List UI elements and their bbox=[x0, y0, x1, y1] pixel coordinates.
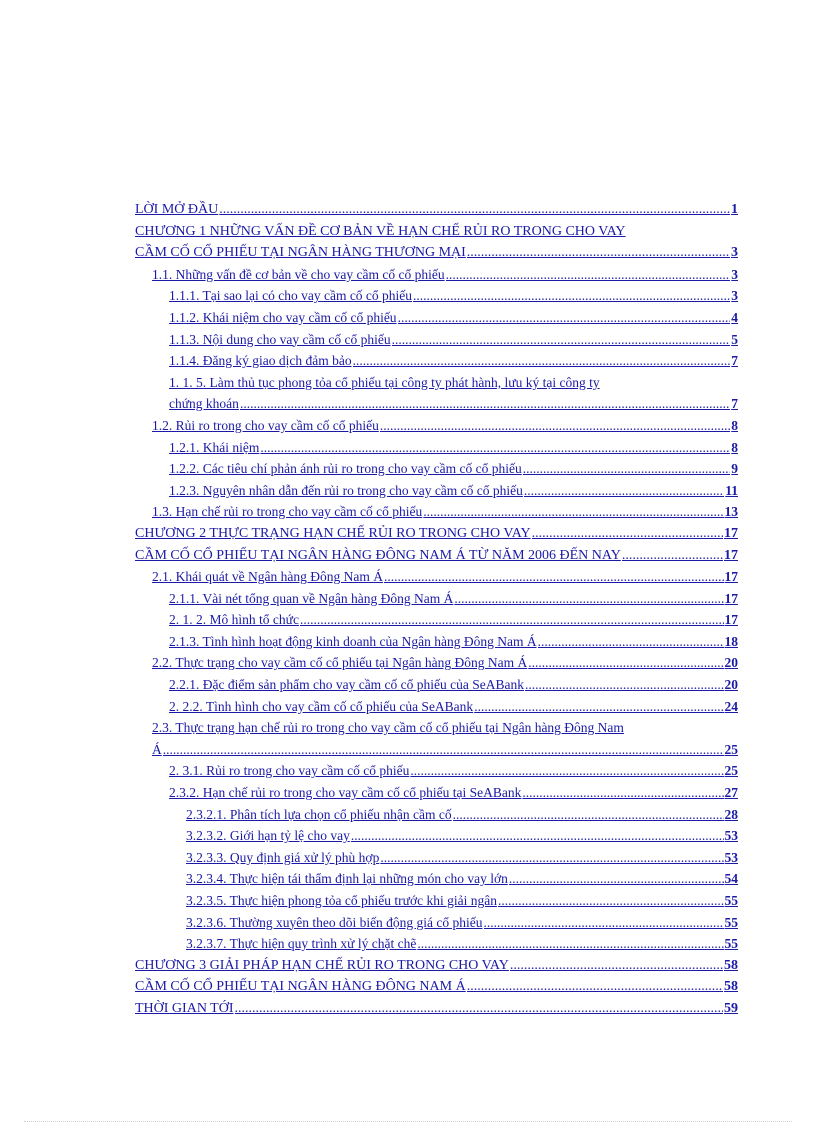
toc-entry-row bbox=[169, 307, 738, 329]
toc-leader-dots bbox=[453, 804, 724, 826]
toc-page-number: 28 bbox=[724, 806, 738, 822]
toc-entry[interactable] bbox=[135, 868, 738, 890]
toc-leader-dots bbox=[398, 307, 731, 329]
toc-entry-title: 2.1.1. Vài nét tổng quan về Ngân hàng Đông Nam Á bbox=[169, 590, 454, 606]
toc-entry-title: 1.2.3. Nguyên nhân dẫn đến rủi ro trong cho vay cầm cố cổ phiếu bbox=[169, 482, 523, 498]
toc-entry[interactable] bbox=[135, 847, 738, 869]
toc-leader-dots bbox=[528, 652, 723, 674]
toc-entry-title: 2. 2.2. Tình hình cho vay cầm cố cổ phiếu của SeABank bbox=[169, 698, 474, 714]
toc-entry-row bbox=[169, 782, 738, 804]
toc-leader-dots bbox=[454, 588, 723, 610]
toc-entry[interactable] bbox=[135, 652, 738, 674]
toc-page-number: 13 bbox=[724, 504, 738, 520]
toc-page-number: 17 bbox=[724, 612, 738, 628]
toc-page-number: 8 bbox=[731, 417, 738, 433]
page-bottom-rule bbox=[24, 1121, 792, 1122]
toc-entry[interactable] bbox=[135, 545, 738, 567]
toc-entry-title: 1. 1. 5. Làm thủ tục phong tỏa cổ phiếu tại công ty phát hành, lưu ký tại công ty bbox=[169, 374, 600, 390]
toc-entry-row bbox=[169, 437, 738, 459]
toc-entry[interactable] bbox=[135, 976, 738, 998]
toc-leader-dots bbox=[446, 264, 731, 286]
toc-entry-row bbox=[169, 480, 738, 502]
toc-entry-title: CẦM CỐ CỔ PHIẾU TẠI NGÂN HÀNG ĐÔNG NAM Á TỪ NĂM 2006 ĐẾN NAY bbox=[135, 547, 621, 563]
toc-entry-row bbox=[169, 674, 738, 696]
toc-entry-title: 3.2.3.6. Thường xuyên theo dõi biến động giá cổ phiếu bbox=[186, 914, 483, 930]
toc-entry-row bbox=[152, 264, 738, 286]
toc-leader-dots bbox=[413, 285, 730, 307]
toc-leader-dots bbox=[484, 912, 724, 934]
toc-page-number: 53 bbox=[724, 849, 738, 865]
toc-entry-row bbox=[186, 868, 738, 890]
toc-entry[interactable] bbox=[135, 955, 738, 977]
toc-page-number: 17 bbox=[724, 525, 738, 541]
toc-entry[interactable] bbox=[135, 329, 738, 351]
toc-leader-dots bbox=[523, 458, 730, 480]
toc-page-number: 17 bbox=[724, 547, 738, 563]
toc-entry-row bbox=[186, 825, 738, 847]
toc-page-number: 27 bbox=[724, 785, 738, 801]
toc-entry[interactable] bbox=[135, 696, 738, 718]
toc-entry-title: 1.1. Những vấn đề cơ bản về cho vay cầm cố cổ phiếu bbox=[152, 266, 445, 282]
toc-leader-dots bbox=[235, 998, 724, 1020]
toc-leader-dots bbox=[423, 501, 723, 523]
toc-leader-dots bbox=[622, 545, 723, 567]
toc-entry-row bbox=[186, 847, 738, 869]
toc-entry[interactable] bbox=[135, 566, 738, 588]
toc-leader-dots bbox=[300, 609, 724, 631]
toc-leader-dots bbox=[260, 437, 730, 459]
toc-entry-row bbox=[169, 329, 738, 351]
toc-page-number: 24 bbox=[724, 698, 738, 714]
toc-entry-title: 1.1.3. Nội dung cho vay cầm cố cổ phiếu bbox=[169, 331, 391, 347]
toc-entry-title: 2.1.3. Tình hình hoạt động kinh doanh của Ngân hàng Đông Nam Á bbox=[169, 633, 537, 649]
toc-entry-title-continuation: chứng khoán bbox=[169, 396, 239, 412]
toc-entry[interactable] bbox=[135, 609, 738, 631]
toc-entry-title: 2.3. Thực trạng hạn chế rủi ro trong cho vay cầm cố cổ phiếu tại Ngân hàng Đông Nam bbox=[152, 720, 624, 736]
toc-entry[interactable] bbox=[135, 437, 738, 459]
toc-entry[interactable] bbox=[135, 221, 738, 264]
toc-leader-dots bbox=[524, 480, 724, 502]
toc-entry-title: 2.3.2. Hạn chế rủi ro trong cho vay cầm cố cổ phiếu tại SeABank bbox=[169, 785, 522, 801]
toc-page-number: 55 bbox=[724, 893, 738, 908]
toc-page-number: 1 bbox=[731, 202, 738, 217]
toc-entry-title: 1.2. Rủi ro trong cho vay cầm cố cổ phiếu bbox=[152, 417, 379, 433]
toc-entry[interactable] bbox=[135, 782, 738, 804]
toc-entry[interactable] bbox=[135, 307, 738, 329]
toc-entry[interactable] bbox=[135, 717, 738, 760]
toc-leader-dots bbox=[384, 566, 724, 588]
toc-entry-row bbox=[186, 933, 738, 955]
toc-leader-dots bbox=[240, 393, 730, 415]
toc-entry[interactable] bbox=[135, 674, 738, 696]
toc-entry-row bbox=[135, 955, 738, 977]
toc-entry-title: 3.2.3.5. Thực hiện phong tỏa cổ phiếu trước khi giải ngân bbox=[186, 893, 497, 908]
toc-leader-dots bbox=[417, 933, 723, 955]
toc-page-number: 20 bbox=[724, 655, 738, 671]
toc-entry[interactable] bbox=[135, 760, 738, 782]
toc-entry-row bbox=[135, 545, 738, 567]
toc-page-number: 9 bbox=[731, 461, 738, 477]
toc-leader-dots bbox=[498, 890, 724, 912]
toc-entry-title: 2.2.1. Đặc điểm sản phẩm cho vay cầm cố cổ phiếu của SeABank bbox=[169, 677, 525, 693]
toc-entry[interactable] bbox=[135, 631, 738, 653]
toc-page-number: 53 bbox=[724, 828, 738, 844]
toc-entry-row bbox=[169, 285, 738, 307]
toc-entry[interactable] bbox=[135, 350, 738, 372]
toc-entry[interactable] bbox=[135, 804, 738, 826]
toc-entry-title: 3.2.3.7. Thực hiện quy trình xử lý chặt chẽ bbox=[186, 936, 417, 952]
toc-leader-dots bbox=[380, 847, 723, 869]
toc-entry[interactable] bbox=[135, 372, 738, 415]
toc-leader-dots bbox=[353, 350, 731, 372]
toc-leader-dots bbox=[351, 825, 724, 847]
toc-entry-row bbox=[186, 912, 738, 934]
toc-entry[interactable] bbox=[135, 415, 738, 437]
toc-entry-row bbox=[152, 566, 738, 588]
toc-entry-row bbox=[135, 998, 738, 1020]
toc-page-number: 17 bbox=[724, 590, 738, 606]
toc-page-number: 7 bbox=[731, 353, 738, 369]
toc-entry-row bbox=[169, 588, 738, 610]
toc-leader-dots bbox=[538, 631, 724, 653]
toc-entry-title: 1.2.2. Các tiêu chí phản ánh rủi ro trong cho vay cầm cố cổ phiếu bbox=[169, 461, 522, 477]
toc-entry-row bbox=[169, 631, 738, 653]
toc-entry-row bbox=[169, 350, 738, 372]
toc-page-number: 3 bbox=[731, 266, 738, 282]
toc-entry-title: 1.1.4. Đăng ký giao dịch đảm bảo bbox=[169, 353, 352, 369]
toc-entry-row bbox=[169, 458, 738, 480]
toc-entry-title: 3.2.3.3. Quy định giá xử lý phù hợp bbox=[186, 849, 380, 865]
toc-entry-row bbox=[152, 415, 738, 437]
toc-leader-dots bbox=[532, 523, 723, 545]
toc-entry[interactable] bbox=[135, 264, 738, 286]
toc-entry-title: 1.1.2. Khái niệm cho vay cầm cố cổ phiếu bbox=[169, 309, 397, 325]
toc-entry-title: 3.2.3.2. Giới hạn tỷ lệ cho vay bbox=[186, 828, 350, 844]
toc-page-number: 55 bbox=[724, 936, 738, 952]
toc-entry[interactable] bbox=[135, 912, 738, 934]
toc-page-number: 18 bbox=[724, 633, 738, 649]
toc-page-number: 20 bbox=[724, 677, 738, 693]
toc-entry-title: LỜI MỞ ĐẦU bbox=[135, 202, 219, 217]
toc-entry-title-continuation: Á bbox=[152, 741, 162, 757]
toc-page-number: 5 bbox=[731, 331, 738, 347]
toc-entry-title: 1.1.1. Tại sao lại có cho vay cầm cố cổ phiếu bbox=[169, 288, 413, 304]
toc-page-number: 58 bbox=[724, 957, 738, 973]
toc-entry-row bbox=[135, 242, 738, 264]
toc-entry-title: 2. 1. 2. Mô hình tổ chức bbox=[169, 612, 299, 628]
table-of-contents bbox=[135, 199, 738, 1020]
toc-entry-row bbox=[152, 652, 738, 674]
toc-leader-dots bbox=[163, 739, 724, 761]
toc-entry-row bbox=[135, 523, 738, 545]
toc-page-number: 11 bbox=[725, 482, 738, 498]
toc-entry[interactable] bbox=[135, 998, 738, 1020]
toc-entry-row bbox=[169, 393, 738, 415]
toc-leader-dots bbox=[522, 782, 723, 804]
toc-entry[interactable] bbox=[135, 588, 738, 610]
toc-entry-title: 2.3.2.1. Phân tích lựa chọn cổ phiếu nhận cầm cố bbox=[186, 806, 452, 822]
toc-entry-title: CHƯƠNG 1 NHỮNG VẤN ĐỀ CƠ BẢN VỀ HẠN CHẾ RỦI RO TRONG CHO VAY bbox=[135, 223, 626, 239]
toc-entry-title-continuation: CẦM CỐ CỔ PHIẾU TẠI NGÂN HÀNG THƯƠNG MẠI bbox=[135, 245, 466, 261]
toc-entry[interactable] bbox=[135, 285, 738, 307]
toc-entry[interactable] bbox=[135, 501, 738, 523]
toc-entry-title: 2.2. Thực trạng cho vay cầm cố cổ phiếu tại Ngân hàng Đông Nam Á bbox=[152, 655, 528, 671]
toc-entry[interactable] bbox=[135, 480, 738, 502]
toc-entry-title: THỜI GIAN TỚI bbox=[135, 1000, 234, 1016]
toc-entry[interactable] bbox=[135, 199, 738, 221]
toc-entry[interactable] bbox=[135, 458, 738, 480]
toc-page-number: 7 bbox=[731, 396, 738, 412]
toc-page-number: 55 bbox=[724, 914, 738, 930]
toc-entry-title: 2.1. Khái quát về Ngân hàng Đông Nam Á bbox=[152, 569, 383, 585]
toc-leader-dots bbox=[474, 696, 723, 718]
toc-entry-row bbox=[135, 199, 738, 221]
toc-entry-row bbox=[169, 696, 738, 718]
toc-page-number: 3 bbox=[731, 245, 738, 261]
toc-leader-dots bbox=[525, 674, 723, 696]
toc-leader-dots bbox=[509, 868, 724, 890]
toc-entry-title: 3.2.3.4. Thực hiện tái thẩm định lại những món cho vay lớn bbox=[186, 871, 508, 887]
toc-leader-dots bbox=[219, 199, 730, 221]
toc-entry-title: CHƯƠNG 3 GIẢI PHÁP HẠN CHẾ RỦI RO TRONG CHO VAY bbox=[135, 957, 509, 973]
toc-entry[interactable] bbox=[135, 933, 738, 955]
toc-leader-dots bbox=[510, 955, 723, 977]
toc-entry[interactable] bbox=[135, 523, 738, 545]
toc-entry-row bbox=[169, 760, 738, 782]
toc-leader-dots bbox=[467, 976, 723, 998]
toc-page-number: 25 bbox=[724, 763, 738, 779]
toc-page-number: 54 bbox=[724, 871, 738, 887]
toc-entry-row bbox=[152, 501, 738, 523]
toc-page-number: 4 bbox=[731, 309, 738, 325]
toc-entry-title: 2. 3.1. Rủi ro trong cho vay cầm cố cổ phiếu bbox=[169, 763, 410, 779]
toc-leader-dots bbox=[410, 760, 723, 782]
toc-entry-row bbox=[186, 804, 738, 826]
toc-page-number: 17 bbox=[724, 569, 738, 585]
toc-entry-row bbox=[152, 739, 738, 761]
toc-entry-row bbox=[135, 976, 738, 998]
toc-page-number: 3 bbox=[731, 288, 738, 304]
toc-entry[interactable] bbox=[135, 825, 738, 847]
toc-entry-row bbox=[186, 890, 738, 912]
toc-leader-dots bbox=[392, 329, 731, 351]
toc-page-number: 58 bbox=[724, 979, 738, 995]
toc-entry-title: CẦM CỐ CỔ PHIẾU TẠI NGÂN HÀNG ĐÔNG NAM Á bbox=[135, 979, 466, 995]
toc-entry-row bbox=[169, 609, 738, 631]
toc-page-number: 8 bbox=[731, 439, 738, 455]
toc-page-number: 59 bbox=[724, 1000, 738, 1016]
toc-entry[interactable] bbox=[135, 890, 738, 912]
toc-leader-dots bbox=[467, 242, 730, 264]
toc-entry-title: 1.3. Hạn chế rủi ro trong cho vay cầm cố cổ phiếu bbox=[152, 504, 423, 520]
toc-entry-title: CHƯƠNG 2 THỰC TRẠNG HẠN CHẾ RỦI RO TRONG CHO VAY bbox=[135, 525, 531, 541]
toc-leader-dots bbox=[380, 415, 730, 437]
toc-page-number: 25 bbox=[724, 741, 738, 757]
toc-entry-title: 1.2.1. Khái niệm bbox=[169, 439, 260, 455]
